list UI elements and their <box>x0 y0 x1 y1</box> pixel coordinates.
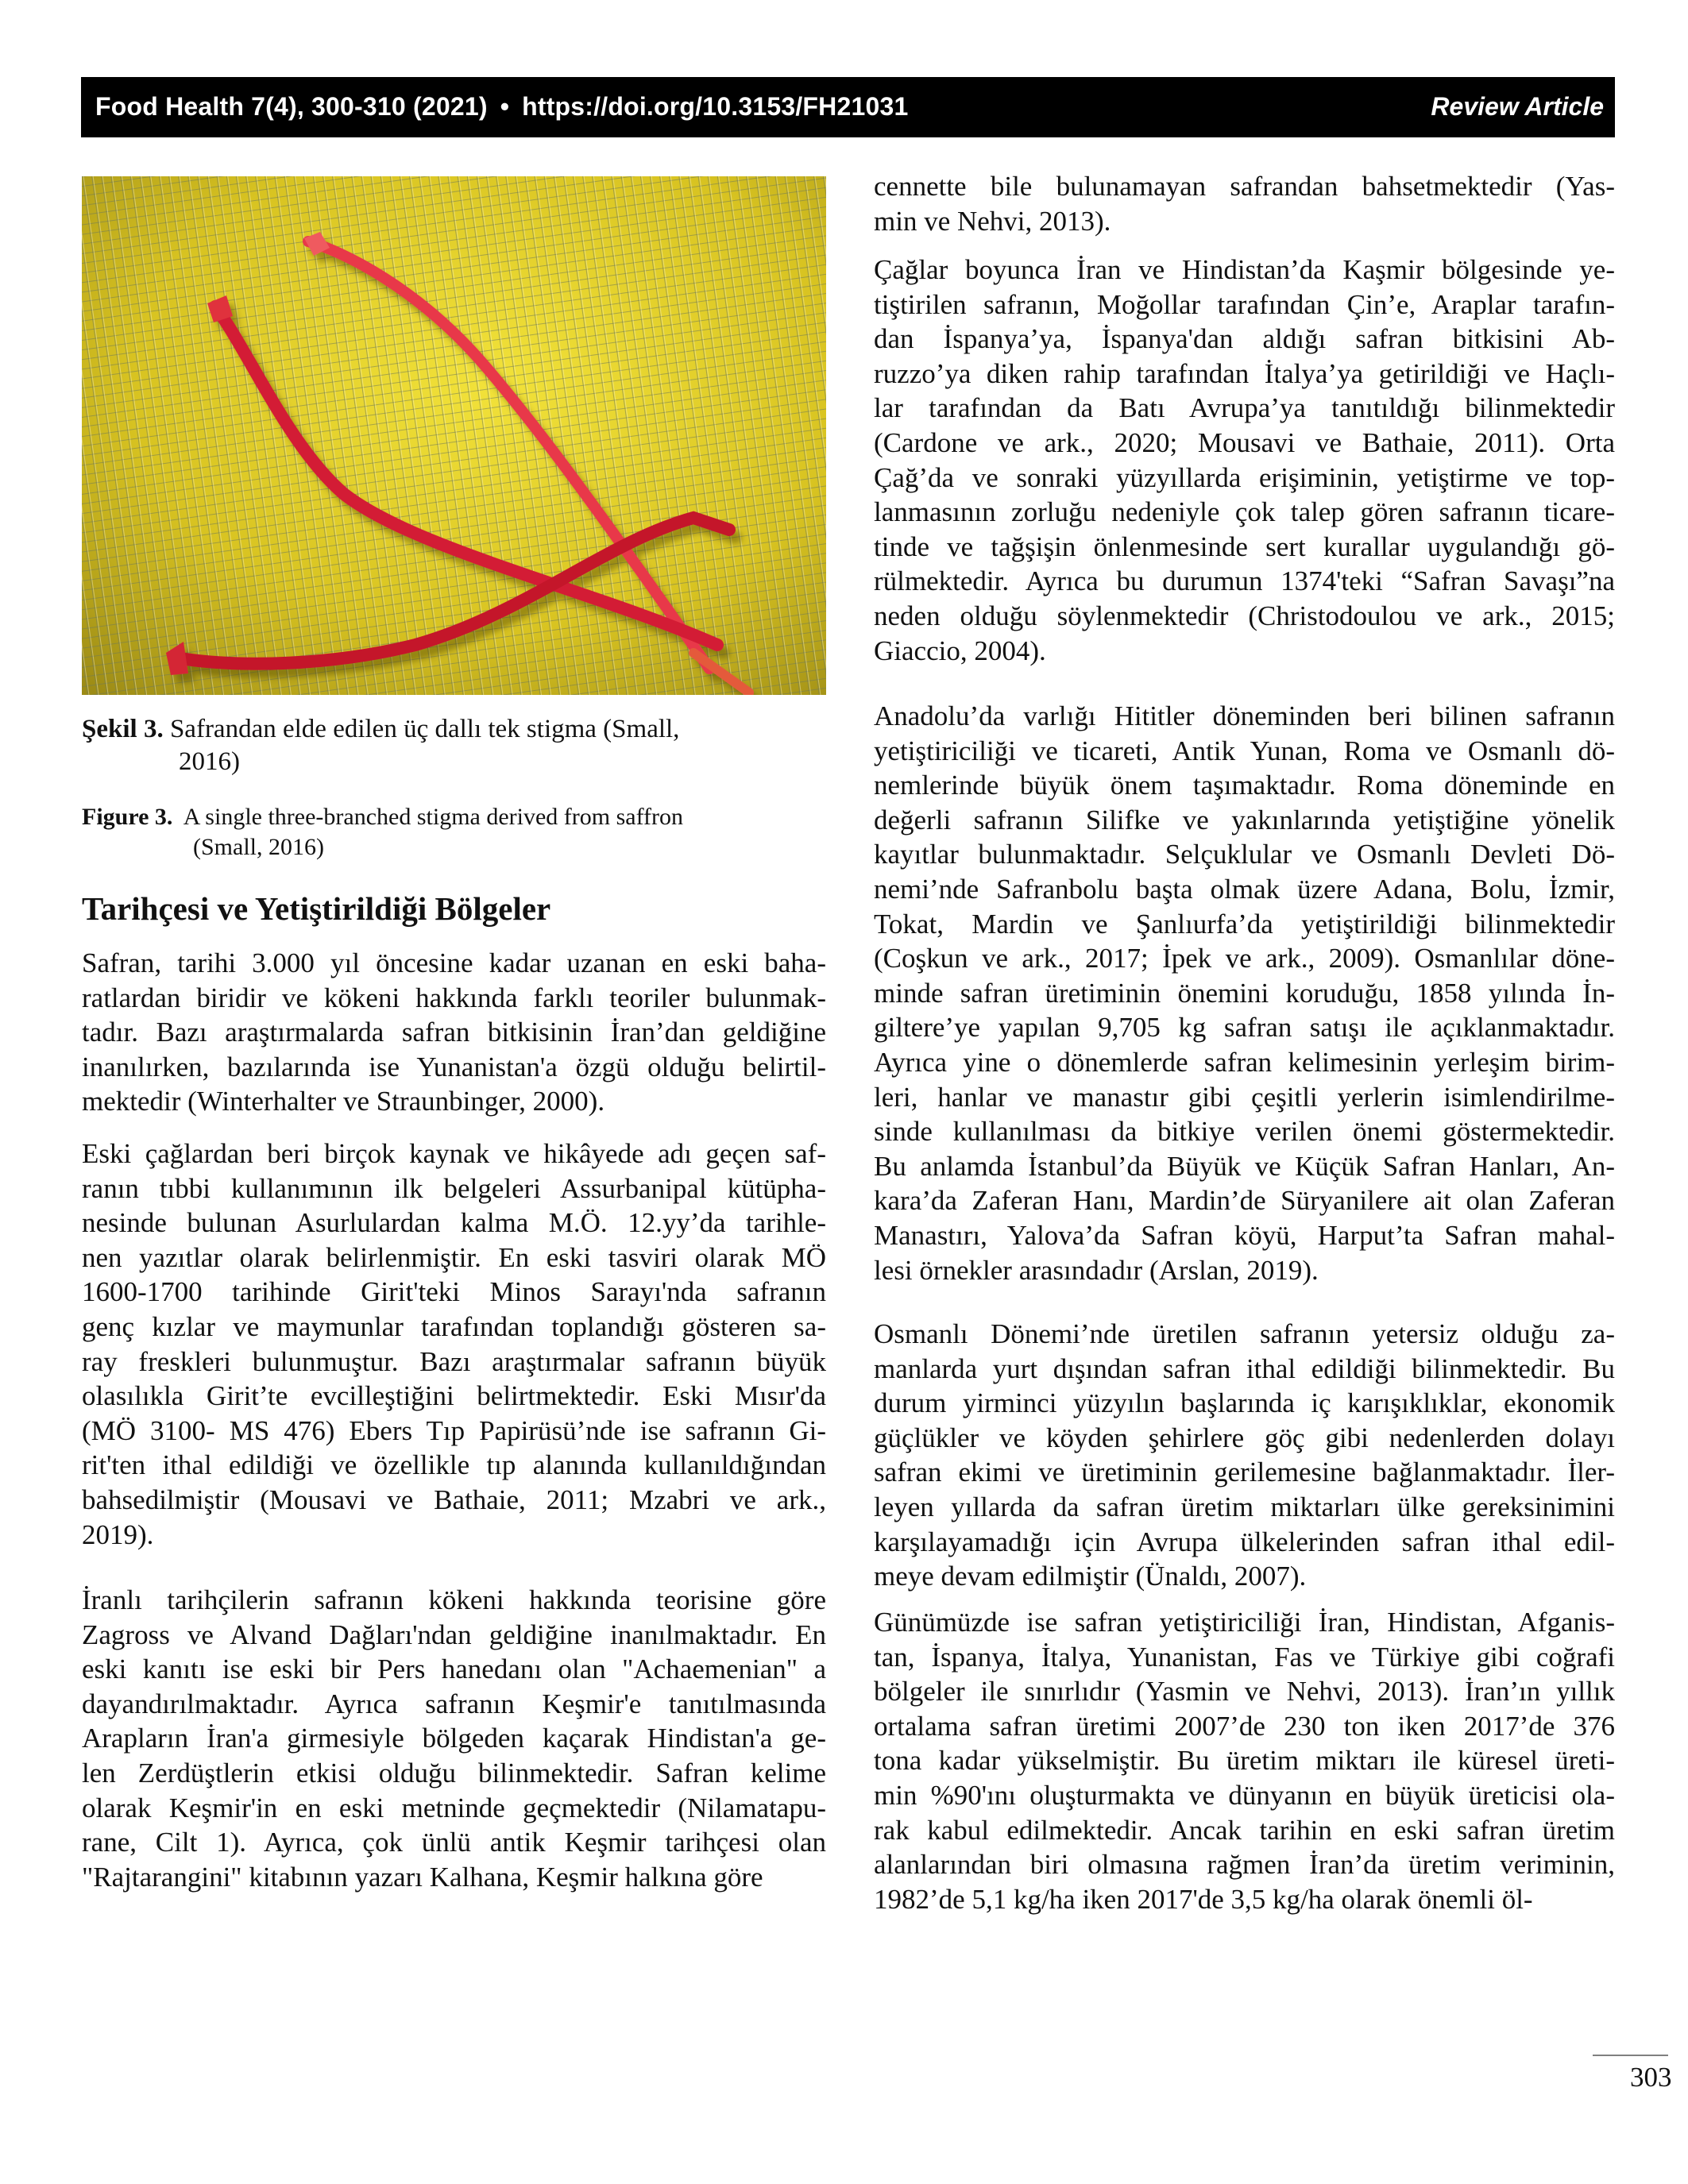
text-line: safran ekimi ve üretiminin gerilemesine bağlanmaktadır. İler- <box>874 1457 1615 1488</box>
text-line: dan İspanya’ya, İspanya'dan aldığı safran bitkisini Ab- <box>874 323 1615 355</box>
caption-text-tr-line1: Safrandan elde edilen üç dallı tek stigma (Small, <box>169 715 680 743</box>
text-line: durum yirminci yüzyılın başlarında iç karışıklıklar, ekonomik <box>874 1387 1615 1419</box>
text-line: nen yazıtlar olarak belirlenmiştir. En eski tasviri olarak MÖ <box>82 1241 826 1273</box>
text-line: dayandırılmaktadır. Ayrıca safranın Keşmir'e tanıtılmasında <box>82 1688 826 1719</box>
text-line: Eski çağlardan beri birçok kaynak ve hikâyede adı geçen saf- <box>82 1138 826 1169</box>
text-line: Arapların İran'a girmesiyle bölgeden kaçarak Hindistan'a ge- <box>82 1723 826 1754</box>
text-line: sinde kullanılması da bitkiye verilen önemi göstermektedir. <box>874 1116 1615 1148</box>
text-line: kayıtlar bulunmaktadır. Selçuklular ve Osmanlı Devleti Dö- <box>874 839 1615 870</box>
journal-header-bar <box>81 77 1615 137</box>
text-line: (MÖ 3100- MS 476) Ebers Tıp Papirüsü’nde ise safranın Gi- <box>82 1414 826 1446</box>
section-heading: Tarihçesi ve Yetiştirildiği Bölgeler <box>82 890 551 927</box>
journal-citation <box>95 92 908 122</box>
text-line: neden olduğu söylenmektedir (Christodoulou ve ark., 2015; <box>874 600 1615 631</box>
right-paragraph-5 <box>874 1605 1615 1916</box>
text-line: tinde ve tağşişin önlenmesinde sert kurallar uygulandığı gö- <box>874 531 1615 562</box>
text-line: leyen yıllarda da safran üretim miktarları ülke gereksinimini <box>874 1491 1615 1522</box>
text-line: ranın tıbbi kullanımının ilk belgeleri Assurbanipal kütüpha- <box>82 1172 826 1204</box>
text-line: min %90'ını oluşturmakta ve dünyanın en büyük üreticisi ola- <box>874 1779 1615 1811</box>
text-line: Zagross ve Alvand Dağları'ndan geldiğine inanılmaktadır. En <box>82 1619 826 1650</box>
text-line: güçlükler ve köyden şehirlere göç gibi nedenlerden dolayı <box>874 1422 1615 1453</box>
text-line: Anadolu’da varlığı Hititler döneminden beri bilinen safranın <box>874 700 1615 731</box>
text-line: olasılıkla Girit’te evcilleştiğini belirtmektedir. Eski Mısır'da <box>82 1380 826 1412</box>
text-line: ortalama safran üretimi 2007’de 230 ton iken 2017’de 376 <box>874 1710 1615 1742</box>
text-line: yetiştiriciliği ve ticareti, Antik Yunan, Roma ve Osmanlı dö- <box>874 735 1615 766</box>
text-line: Manastırı, Yalova’da Safran köyü, Harput’ta Safran mahal- <box>874 1219 1615 1251</box>
text-line: bölgeler ile sınırlıdır (Yasmin ve Nehvi, 2013). İran’ın yıllık <box>874 1676 1615 1707</box>
text-line: meye devam edilmiştir (Ünaldı, 2007). <box>874 1561 1307 1592</box>
text-line: Ayrıca yine o dönemlerde safran kelimesinin yerleşim birim- <box>874 1046 1615 1078</box>
text-line: min ve Nehvi, 2013). <box>874 205 1111 237</box>
text-line: tan, İspanya, İtalya, Yunanistan, Fas ve Türkiye gibi coğrafi <box>874 1641 1615 1673</box>
right-paragraph-2 <box>874 253 1615 668</box>
text-line: genç kızlar ve maymunlar tarafından toplandığı gösteren sa- <box>82 1310 826 1342</box>
text-line: lesi örnekler arasındadır (Arslan, 2019). <box>874 1254 1319 1286</box>
text-line: nemlerinde büyük önem taşımaktadır. Roma döneminde en <box>874 770 1615 801</box>
text-line: (Coşkun ve ark., 2017; İpek ve ark., 2009). Osmanlılar döne- <box>874 943 1615 974</box>
text-line: rane, Cilt 1). Ayrıca, çok ünlü antik Keşmir tarihçesi olan <box>82 1827 826 1858</box>
figure-caption-turkish <box>82 713 826 778</box>
text-line: Çağ’da ve sonraki yüzyıllarda erişiminin, yetiştirme ve top- <box>874 461 1615 493</box>
text-line: Bu anlamda İstanbul’da Büyük ve Küçük Safran Hanları, An- <box>874 1150 1615 1182</box>
figure-3-image <box>82 176 826 695</box>
text-line: değerli safranın Silifke ve yakınlarında yetiştiğine yönelik <box>874 804 1615 835</box>
text-line: tona kadar yükselmiştir. Bu üretim miktarı ile küresel üreti- <box>874 1745 1615 1777</box>
text-line: 2019). <box>82 1518 154 1550</box>
text-line: 1600-1700 tarihinde Girit'teki Minos Sarayı'nda safranın <box>82 1276 826 1308</box>
text-line: ray freskleri bulunmuştur. Bazı araştırmalar safranın büyük <box>82 1345 826 1377</box>
text-line: nesinde bulunan Asurlulardan kalma M.Ö. 12.yy’da tarihle- <box>82 1207 826 1239</box>
text-line: ratlardan biridir ve kökeni hakkında farklı teoriler bulunmak- <box>82 982 826 1013</box>
text-line: Giaccio, 2004). <box>874 635 1046 666</box>
mesh-pattern <box>82 176 826 695</box>
text-line: rit'ten ithal edildiği ve özellikle tıp alanında kullanıldığından <box>82 1449 826 1481</box>
text-line: nemi’nde Safranbolu başta olmak üzere Adana, Bolu, İzmir, <box>874 873 1615 905</box>
text-line: manlarda yurt dışından safran ithal edildiği bilinmektedir. Bu <box>874 1352 1615 1384</box>
text-line: Osmanlı Dönemi’nde üretilen safranın yetersiz olduğu za- <box>874 1318 1615 1349</box>
caption-text-tr-line2: 2016) <box>179 747 240 776</box>
caption-text-en-line1: A single three-branched stigma derived from saffron <box>183 804 684 830</box>
left-paragraph-3 <box>82 1583 826 1894</box>
text-line: Safran, tarihi 3.000 yıl öncesine kadar uzanan en eski baha- <box>82 947 826 978</box>
text-line: len Zerdüştlerin etkisi olduğu bilinmektedir. Safran kelime <box>82 1757 826 1788</box>
caption-label-en: Figure 3. <box>82 804 173 830</box>
text-line: (Cardone ve ark., 2020; Mousavi ve Bathaie, 2011). Orta <box>874 426 1615 458</box>
doi-link[interactable]: https://doi.org/10.3153/FH21031 <box>522 92 909 121</box>
text-line: Günümüzde ise safran yetiştiriciliği İran, Hindistan, Afganis- <box>874 1607 1615 1638</box>
caption-text-en-line2: (Small, 2016) <box>193 834 324 860</box>
page-number: 303 <box>1630 2062 1672 2093</box>
figure-caption-english <box>82 802 826 862</box>
left-paragraph-1 <box>82 946 826 1119</box>
text-line: cennette bile bulunamayan safrandan bahsetmektedir (Yas- <box>874 171 1615 202</box>
text-line: karşılayamadığı için Avrupa ülkelerinden safran ithal edil- <box>874 1526 1615 1557</box>
journal-name: Food Health 7(4), 300-310 (2021) <box>95 92 488 121</box>
text-line: İranlı tarihçilerin safranın kökeni hakkında teorisine göre <box>82 1584 826 1615</box>
text-line: kara’da Zaferan Hanı, Mardin’de Süryanilere ait olan Zaferan <box>874 1185 1615 1217</box>
text-line: tadır. Bazı araştırmalarda safran bitkisinin İran’dan geldiğine <box>82 1017 826 1048</box>
saffron-stigma-photo <box>82 176 826 695</box>
text-line: Çağlar boyunca İran ve Hindistan’da Kaşmir bölgesinde ye- <box>874 254 1615 285</box>
text-line: minde safran üretiminin önemini koruduğu, 1858 yılında İn- <box>874 977 1615 1009</box>
page-number-rule <box>1593 2055 1668 2056</box>
right-paragraph-1 <box>874 169 1615 238</box>
bullet-separator: • <box>500 92 510 121</box>
text-line: alanlarından biri olmasına rağmen İran’da üretim veriminin, <box>874 1849 1615 1881</box>
text-line: olarak Keşmir'in en eski metninde geçmektedir (Nilamatapu- <box>82 1792 826 1823</box>
text-line: tiştirilen safranın, Moğollar tarafından Çin’e, Araplar tarafın- <box>874 288 1615 320</box>
text-line: eski kanıtı ise eski bir Pers hanedanı olan "Achaemenian" a <box>82 1653 826 1685</box>
caption-label-tr: Şekil 3. <box>82 715 164 743</box>
text-line: Tokat, Mardin ve Şanlıurfa’da yetiştirildiği bilinmektedir <box>874 908 1615 940</box>
right-paragraph-4 <box>874 1317 1615 1594</box>
text-line: lanmasının zorluğu nedeniyle çok talep gören safranın ticare- <box>874 496 1615 528</box>
article-type-label: Review Article <box>1431 92 1604 121</box>
text-line: 1982’de 5,1 kg/ha iken 2017'de 3,5 kg/ha olarak önemli öl- <box>874 1883 1533 1915</box>
text-line: giltere’ye yapılan 9,705 kg safran satışı ile açıklanmaktadır. <box>874 1012 1615 1044</box>
left-paragraph-2 <box>82 1136 826 1552</box>
text-line: leri, hanlar ve manastır gibi çeşitli yerlerin isimlendirilme- <box>874 1081 1615 1113</box>
text-line: ruzzo’ya diken rahip tarafından İtalya’ya getirildiği ve Haçlı- <box>874 357 1615 389</box>
text-line: mektedir (Winterhalter ve Straunbinger, 2000). <box>82 1086 605 1117</box>
right-paragraph-3 <box>874 699 1615 1287</box>
text-line: rak kabul edilmektedir. Ancak tarihin en eski safran üretim <box>874 1814 1615 1846</box>
text-line: bahsedilmiştir (Mousavi ve Bathaie, 2011; Mzabri ve ark., <box>82 1484 826 1515</box>
text-line: inanılırken, bazılarında ise Yunanistan'a özgü olduğu belirtil- <box>82 1051 826 1082</box>
text-line: lar tarafından da Batı Avrupa’ya tanıtıldığı bilinmektedir <box>874 392 1615 424</box>
text-line: rülmektedir. Ayrıca bu durumun 1374'teki “Safran Savaşı”na <box>874 565 1615 597</box>
text-line: "Rajtarangini" kitabının yazarı Kalhana, Keşmir halkına göre <box>82 1861 763 1893</box>
